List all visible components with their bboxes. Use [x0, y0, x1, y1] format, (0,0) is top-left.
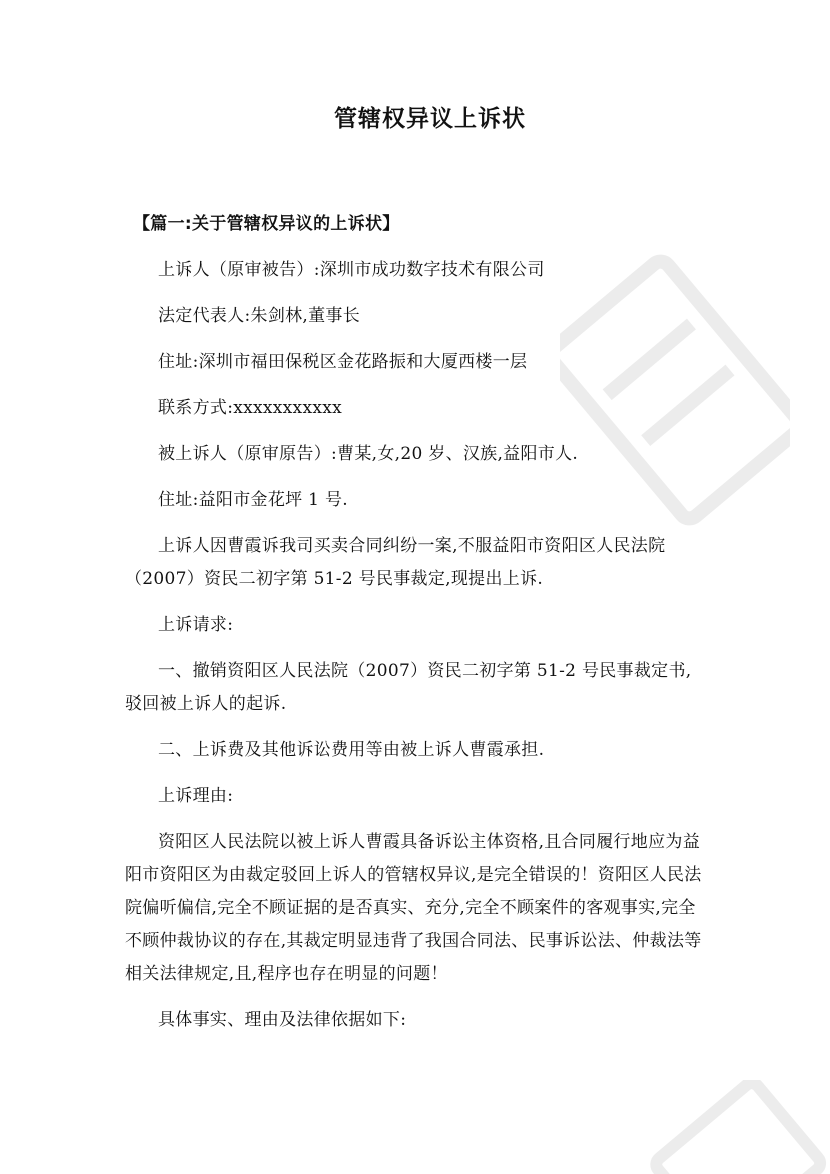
paragraph-contact: 联系方式:xxxxxxxxxxx: [158, 398, 342, 418]
paragraph-request-2: 二、上诉费及其他诉讼费用等由被上诉人曹霞承担.: [158, 740, 545, 760]
document-body: [125, 208, 707, 1050]
paragraph-appeal-statement: 上诉人因曹霞诉我司买卖合同纠纷一案,不服益阳市资阳区人民法院（2007）资民二初字第 51-2 号民事裁定,现提出上诉.: [125, 536, 666, 589]
paragraph-reasons: 资阳区人民法院以被上诉人曹霞具备诉讼主体资格,且合同履行地应为益阳市资阳区为由裁定驳回上诉人的管辖权异议,是完全错误的！资阳区人民法院偏听偏信,完全不顾证据的是否真实、充分,完全不顾案件的客观事实,完全不顾仲裁协议的存在,其裁定明显违背了我国合同法、民事诉讼法、仲裁法等相关法律规定,且,程序也存在明显的问题！: [125, 832, 702, 984]
paragraph-facts-intro: 具体事实、理由及法律依据如下:: [158, 1010, 407, 1030]
paragraph-reasons-heading: 上诉理由:: [158, 786, 234, 806]
paragraph-requests-heading: 上诉请求:: [158, 615, 234, 635]
section-heading: 【篇一:关于管辖权异议的上诉状】: [133, 214, 400, 234]
paragraph-appellant: 上诉人（原审被告）:深圳市成功数字技术有限公司: [158, 260, 545, 280]
paragraph-appellant-address: 住址:深圳市福田保税区金花路振和大厦西楼一层: [158, 352, 528, 372]
document-title: 管辖权异议上诉状: [334, 106, 526, 132]
paragraph-appellee: 被上诉人（原审原告）:曹某,女,20 岁、汉族,益阳市人.: [158, 444, 579, 464]
paragraph-request-1: 一、撤销资阳区人民法院（2007）资民二初字第 51-2 号民事裁定书,驳回被上诉人的起诉.: [125, 661, 692, 714]
watermark-logo-bottom: [640, 1080, 830, 1174]
paragraph-legal-representative: 法定代表人:朱剑林,董事长: [158, 306, 361, 326]
paragraph-appellee-address: 住址:益阳市金花坪 1 号.: [158, 490, 348, 510]
